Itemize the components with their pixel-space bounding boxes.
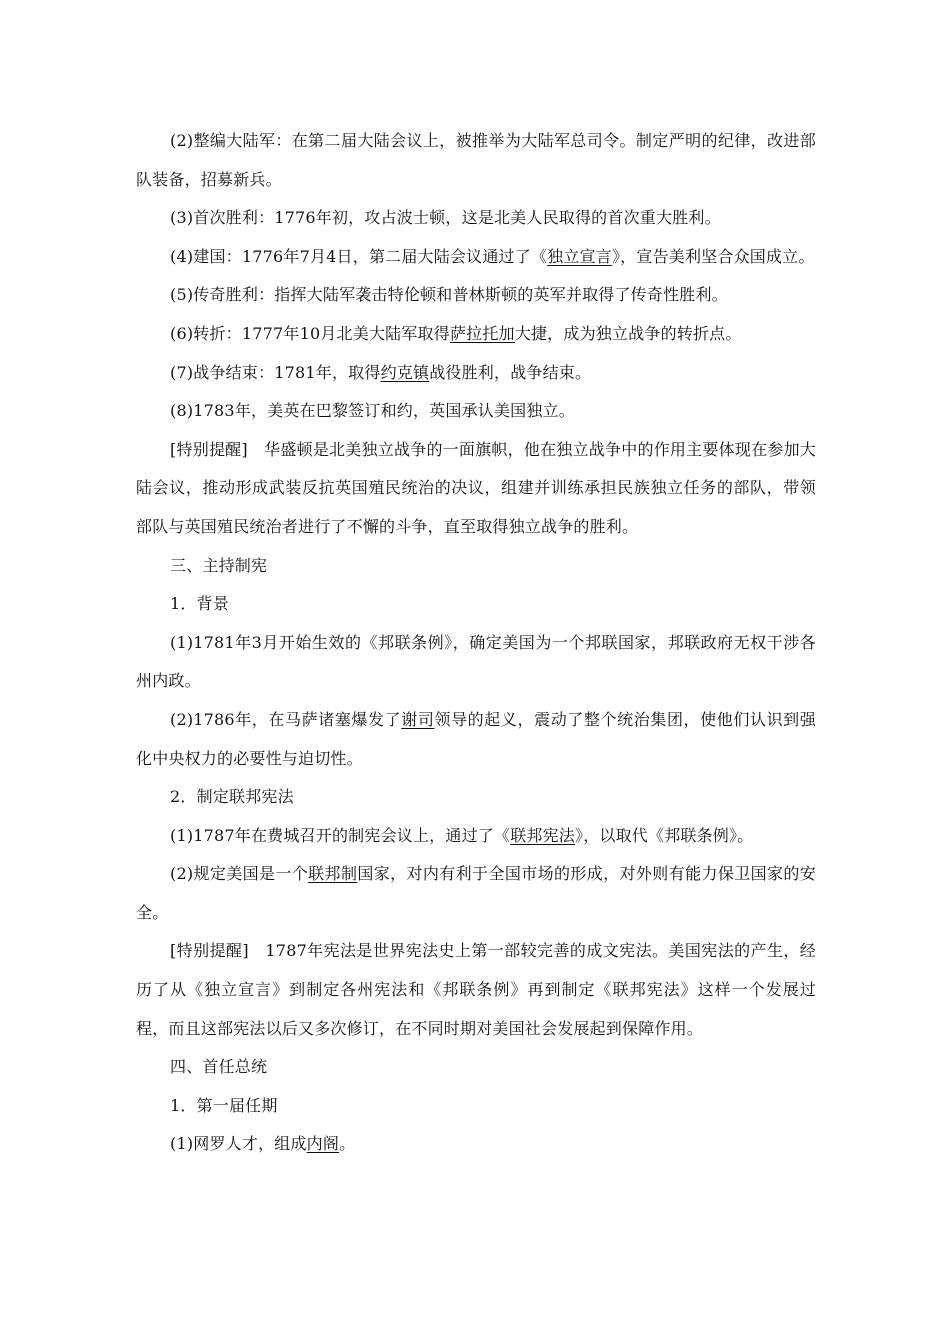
document-body [136, 122, 816, 1164]
paragraph [136, 624, 816, 701]
underlined-answer: 联邦制 [308, 864, 358, 884]
paragraph [136, 1048, 816, 1087]
paragraph-text: (7)战争结束：1781年，取得 [170, 362, 381, 382]
paragraph [136, 431, 816, 547]
paragraph-text: (2)整编大陆军：在第二届大陆会议上，被推举为大陆军总司令。制定严明的纪律，改进部队装备，招募新兵。 [136, 131, 816, 189]
paragraph-text: [特别提醒] 1787年宪法是世界宪法史上第一部较完善的成文宪法。美国宪法的产生，经历了从《独立宣言》到制定各州宪法和《邦联条例》再到制定《联邦宪法》这样一个发展过程，而且这部宪法以后又多次修订，在不同时期对美国社会发展起到保障作用。 [136, 941, 816, 1038]
paragraph-text: (1)1787年在费城召开的制宪会议上，通过了《 [170, 825, 511, 845]
paragraph-text: 国家，对内有利于全国市场的形成，对外则有能力保卫国家的安全。 [136, 864, 816, 922]
paragraph [136, 817, 816, 856]
underlined-answer: 约克镇 [380, 362, 430, 382]
paragraph-text: (2)1786年，在马萨诸塞爆发了 [170, 709, 402, 729]
underlined-answer: 联邦宪法 [510, 825, 575, 845]
paragraph-text: (1)网罗人才，组成 [170, 1134, 307, 1154]
paragraph-text: 战役胜利，战争结束。 [429, 362, 592, 382]
paragraph-text: 1．第一届任期 [170, 1095, 278, 1115]
paragraph-text: 大捷，成为独立战争的转折点。 [514, 323, 742, 343]
paragraph-text: 三、主持制宪 [170, 555, 268, 575]
paragraph [136, 238, 816, 277]
paragraph [136, 276, 816, 315]
paragraph [136, 547, 816, 586]
paragraph [136, 354, 816, 393]
underlined-answer: 独立宣言 [547, 246, 612, 266]
paragraph-text: 领导的起义，震动了整个统治集团，使他们认识到强化中央权力的必要性与迫切性。 [136, 709, 816, 768]
paragraph-text: 四、首任总统 [170, 1057, 268, 1077]
paragraph-text: (6)转折：1777年10月北美大陆军取得 [170, 323, 450, 343]
paragraph-text: 。 [339, 1134, 356, 1154]
paragraph [136, 315, 816, 354]
paragraph [136, 701, 816, 778]
paragraph-text: (1)1781年3月开始生效的《邦联条例》，确定美国为一个邦联国家，邦联政府无权干涉各州内政。 [136, 632, 816, 691]
paragraph [136, 199, 816, 238]
paragraph [136, 855, 816, 932]
paragraph [136, 585, 816, 624]
paragraph-text: (4)建国：1776年7月4日，第二届大陆会议通过了《 [170, 246, 548, 266]
paragraph-text: 1．背景 [170, 594, 229, 614]
underlined-answer: 内阁 [306, 1134, 340, 1154]
paragraph [136, 778, 816, 817]
paragraph-text: (2)规定美国是一个 [170, 864, 309, 884]
underlined-answer: 萨拉托加 [449, 323, 515, 343]
paragraph [136, 932, 816, 1048]
paragraph-text: (8)1783年，美英在巴黎签订和约，英国承认美国独立。 [170, 401, 575, 421]
paragraph-text: (5)传奇胜利：指挥大陆军袭击特伦顿和普林斯顿的英军并取得了传奇性胜利。 [170, 285, 728, 305]
paragraph [136, 1125, 816, 1164]
paragraph-text: (3)首次胜利：1776年初，攻占波士顿，这是北美人民取得的首次重大胜利。 [170, 208, 721, 228]
paragraph [136, 122, 816, 199]
paragraph-text: 》，以取代《邦联条例》。 [575, 825, 754, 845]
paragraph [136, 392, 816, 431]
paragraph [136, 1087, 816, 1126]
paragraph-text: [特别提醒] 华盛顿是北美独立战争的一面旗帜，他在独立战争中的作用主要体现在参加大陆会议，推动形成武装反抗英国殖民统治的决议，组建并训练承担民族独立任务的部队，带领部队与英国殖民统治者进行了不懈的斗争，直至取得独立战争的胜利。 [136, 439, 816, 536]
paragraph-text: 》，宣告美利坚合众国成立。 [611, 246, 815, 266]
paragraph-text: 2．制定联邦宪法 [170, 787, 294, 807]
underlined-answer: 谢司 [401, 709, 435, 729]
